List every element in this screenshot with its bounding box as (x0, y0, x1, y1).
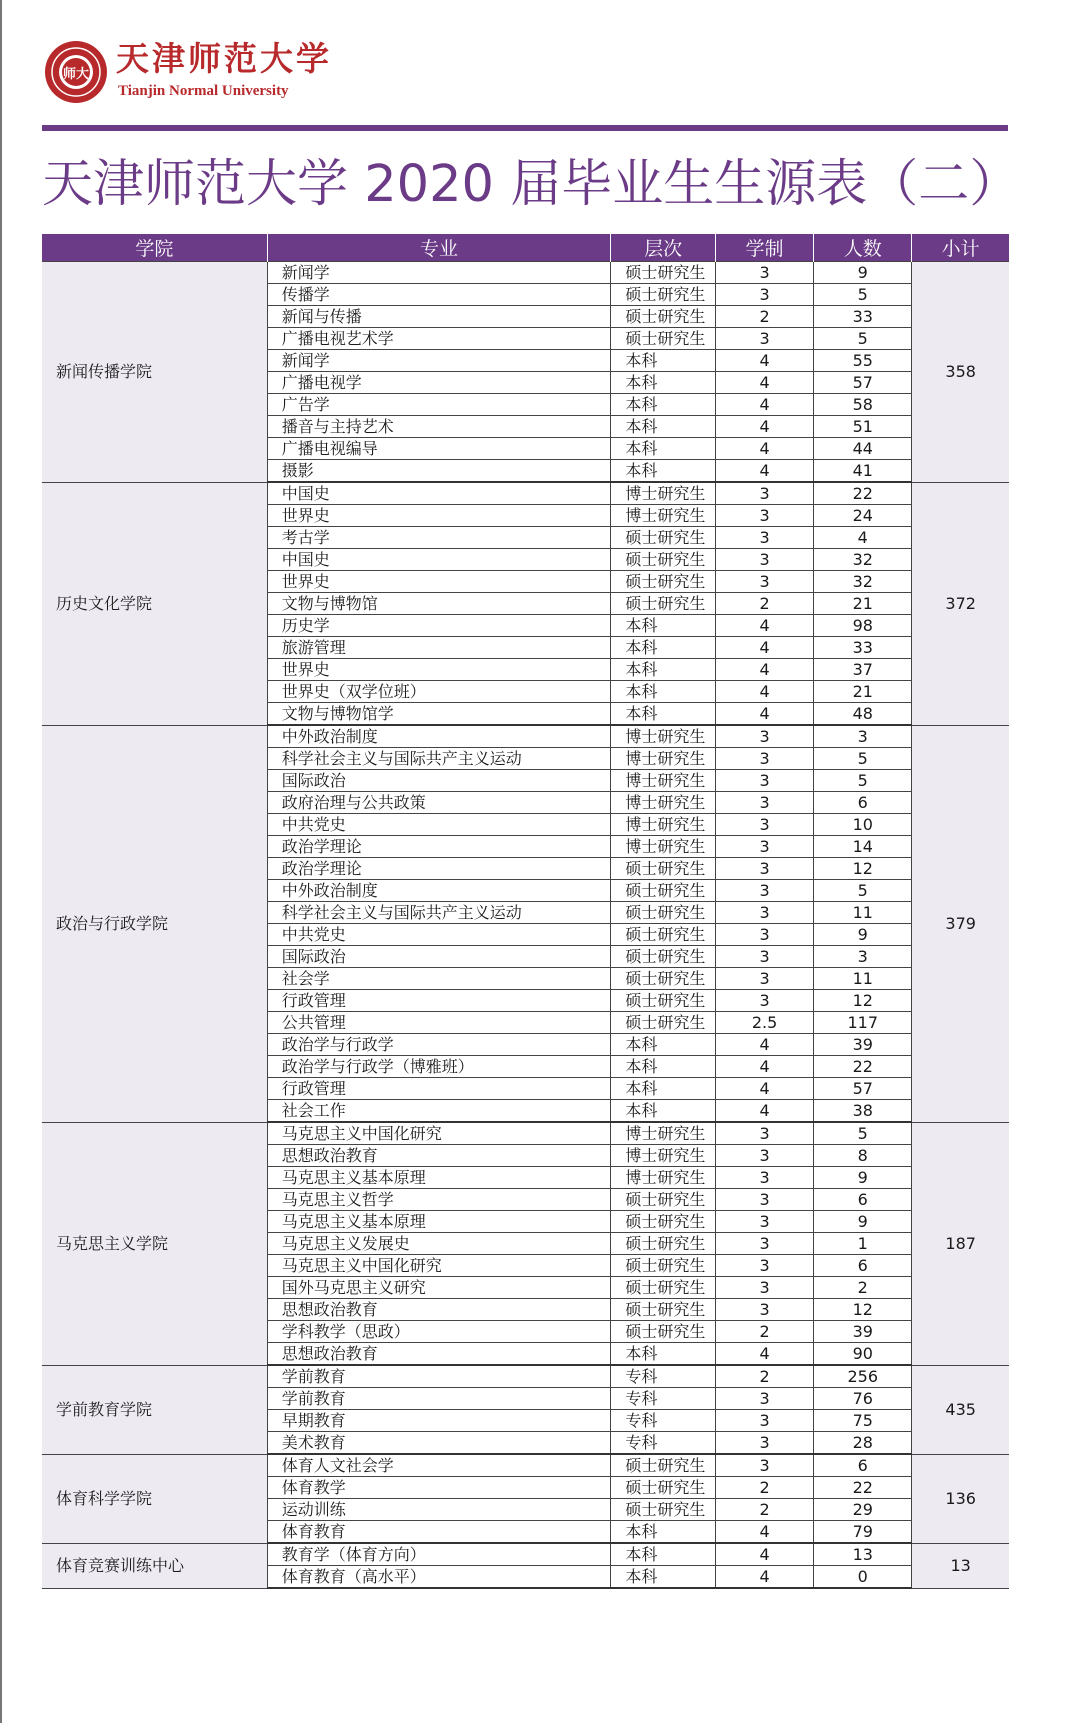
count-cell: 57 (814, 372, 912, 394)
subtotal-cell: 435 (912, 1365, 1009, 1454)
count-cell: 6 (814, 1189, 912, 1211)
table-row (42, 725, 1009, 748)
major-cell: 科学社会主义与国际共产主义运动 (267, 902, 611, 924)
count-cell: 9 (814, 1211, 912, 1233)
major-cell: 体育人文社会学 (267, 1454, 611, 1477)
major-cell: 广播电视学 (267, 372, 611, 394)
count-cell: 32 (814, 571, 912, 593)
major-cell: 马克思主义中国化研究 (267, 1122, 611, 1145)
level-cell: 硕士研究生 (611, 1321, 716, 1343)
major-cell: 学科教学（思政） (267, 1321, 611, 1343)
major-cell: 体育教育 (267, 1521, 611, 1544)
college-cell: 体育竞赛训练中心 (42, 1543, 267, 1588)
count-cell: 33 (814, 306, 912, 328)
college-cell: 体育科学学院 (42, 1454, 267, 1543)
level-cell: 本科 (611, 372, 716, 394)
duration-cell: 3 (715, 527, 813, 549)
duration-cell: 3 (715, 1410, 813, 1432)
level-cell: 本科 (611, 1543, 716, 1566)
count-cell: 51 (814, 416, 912, 438)
level-cell: 硕士研究生 (611, 1255, 716, 1277)
level-cell: 本科 (611, 394, 716, 416)
duration-cell: 2.5 (715, 1012, 813, 1034)
duration-cell: 3 (715, 1122, 813, 1145)
level-cell: 博士研究生 (611, 1145, 716, 1167)
level-cell: 硕士研究生 (611, 880, 716, 902)
level-cell: 硕士研究生 (611, 527, 716, 549)
duration-cell: 4 (715, 416, 813, 438)
col-header-subtotal: 小计 (912, 234, 1009, 262)
count-cell: 24 (814, 505, 912, 527)
duration-cell: 4 (715, 1543, 813, 1566)
count-cell: 41 (814, 460, 912, 483)
col-header-college: 学院 (42, 234, 267, 262)
duration-cell: 4 (715, 1056, 813, 1078)
level-cell: 本科 (611, 1521, 716, 1544)
count-cell: 5 (814, 328, 912, 350)
col-header-major: 专业 (267, 234, 611, 262)
duration-cell: 3 (715, 1233, 813, 1255)
count-cell: 44 (814, 438, 912, 460)
count-cell: 57 (814, 1078, 912, 1100)
college-cell: 历史文化学院 (42, 482, 267, 725)
level-cell: 硕士研究生 (611, 549, 716, 571)
level-cell: 博士研究生 (611, 814, 716, 836)
count-cell: 58 (814, 394, 912, 416)
duration-cell: 4 (715, 659, 813, 681)
level-cell: 专科 (611, 1365, 716, 1388)
major-cell: 马克思主义基本原理 (267, 1211, 611, 1233)
duration-cell: 3 (715, 571, 813, 593)
duration-cell: 3 (715, 1145, 813, 1167)
level-cell: 博士研究生 (611, 770, 716, 792)
major-cell: 社会学 (267, 968, 611, 990)
count-cell: 32 (814, 549, 912, 571)
col-header-level: 层次 (611, 234, 716, 262)
major-cell: 新闻与传播 (267, 306, 611, 328)
major-cell: 摄影 (267, 460, 611, 483)
level-cell: 本科 (611, 703, 716, 726)
level-cell: 硕士研究生 (611, 1012, 716, 1034)
major-cell: 国际政治 (267, 946, 611, 968)
major-cell: 中国史 (267, 549, 611, 571)
level-cell: 博士研究生 (611, 482, 716, 505)
count-cell: 5 (814, 1122, 912, 1145)
level-cell: 硕士研究生 (611, 968, 716, 990)
major-cell: 思想政治教育 (267, 1299, 611, 1321)
count-cell: 6 (814, 1454, 912, 1477)
duration-cell: 3 (715, 990, 813, 1012)
level-cell: 硕士研究生 (611, 990, 716, 1012)
level-cell: 硕士研究生 (611, 924, 716, 946)
count-cell: 55 (814, 350, 912, 372)
level-cell: 硕士研究生 (611, 1233, 716, 1255)
level-cell: 本科 (611, 350, 716, 372)
count-cell: 37 (814, 659, 912, 681)
duration-cell: 4 (715, 637, 813, 659)
major-cell: 政治学与行政学 (267, 1034, 611, 1056)
count-cell: 3 (814, 946, 912, 968)
count-cell: 9 (814, 924, 912, 946)
major-cell: 政治学理论 (267, 858, 611, 880)
duration-cell: 3 (715, 505, 813, 527)
header-divider (42, 125, 1008, 131)
university-seal-icon (44, 40, 108, 104)
count-cell: 9 (814, 262, 912, 284)
level-cell: 博士研究生 (611, 1167, 716, 1189)
level-cell: 本科 (611, 460, 716, 483)
major-cell: 学前教育 (267, 1365, 611, 1388)
duration-cell: 4 (715, 372, 813, 394)
count-cell: 1 (814, 1233, 912, 1255)
level-cell: 硕士研究生 (611, 946, 716, 968)
duration-cell: 4 (715, 438, 813, 460)
level-cell: 专科 (611, 1432, 716, 1455)
major-cell: 教育学（体育方向） (267, 1543, 611, 1566)
count-cell: 5 (814, 880, 912, 902)
count-cell: 38 (814, 1100, 912, 1123)
level-cell: 硕士研究生 (611, 1499, 716, 1521)
table-row (42, 1454, 1009, 1477)
major-cell: 广播电视编导 (267, 438, 611, 460)
frame-edge (0, 0, 2, 1723)
duration-cell: 3 (715, 1167, 813, 1189)
duration-cell: 3 (715, 1189, 813, 1211)
level-cell: 本科 (611, 1078, 716, 1100)
major-cell: 中外政治制度 (267, 725, 611, 748)
count-cell: 29 (814, 1499, 912, 1521)
count-cell: 256 (814, 1365, 912, 1388)
col-header-count: 人数 (814, 234, 912, 262)
level-cell: 博士研究生 (611, 748, 716, 770)
major-cell: 文物与博物馆 (267, 593, 611, 615)
level-cell: 专科 (611, 1410, 716, 1432)
major-cell: 行政管理 (267, 1078, 611, 1100)
major-cell: 新闻学 (267, 350, 611, 372)
seal-text: 师大 (62, 67, 90, 82)
duration-cell: 3 (715, 262, 813, 284)
major-cell: 国际政治 (267, 770, 611, 792)
major-cell: 历史学 (267, 615, 611, 637)
duration-cell: 3 (715, 1255, 813, 1277)
duration-cell: 4 (715, 1343, 813, 1366)
level-cell: 本科 (611, 637, 716, 659)
subtotal-cell: 136 (912, 1454, 1009, 1543)
count-cell: 11 (814, 968, 912, 990)
subtotal-cell: 372 (912, 482, 1009, 725)
table-row (42, 1122, 1009, 1145)
major-cell: 早期教育 (267, 1410, 611, 1432)
duration-cell: 3 (715, 748, 813, 770)
duration-cell: 3 (715, 968, 813, 990)
count-cell: 3 (814, 725, 912, 748)
major-cell: 马克思主义中国化研究 (267, 1255, 611, 1277)
count-cell: 13 (814, 1543, 912, 1566)
duration-cell: 3 (715, 1211, 813, 1233)
count-cell: 22 (814, 482, 912, 505)
major-cell: 世界史 (267, 505, 611, 527)
count-cell: 90 (814, 1343, 912, 1366)
count-cell: 5 (814, 748, 912, 770)
level-cell: 硕士研究生 (611, 593, 716, 615)
level-cell: 博士研究生 (611, 792, 716, 814)
duration-cell: 4 (715, 1566, 813, 1589)
level-cell: 本科 (611, 1056, 716, 1078)
count-cell: 11 (814, 902, 912, 924)
level-cell: 硕士研究生 (611, 571, 716, 593)
table-row (42, 1543, 1009, 1566)
count-cell: 12 (814, 1299, 912, 1321)
duration-cell: 4 (715, 615, 813, 637)
duration-cell: 2 (715, 1499, 813, 1521)
duration-cell: 3 (715, 880, 813, 902)
page-title: 天津师范大学 2020 届毕业生生源表（二） (42, 155, 1021, 214)
major-cell: 体育教育（高水平） (267, 1566, 611, 1589)
count-cell: 0 (814, 1566, 912, 1589)
major-cell: 学前教育 (267, 1388, 611, 1410)
logo-name-en: Tianjin Normal University (118, 83, 289, 99)
major-cell: 思想政治教育 (267, 1145, 611, 1167)
level-cell: 硕士研究生 (611, 1454, 716, 1477)
count-cell: 21 (814, 593, 912, 615)
level-cell: 硕士研究生 (611, 902, 716, 924)
duration-cell: 3 (715, 902, 813, 924)
college-cell: 新闻传播学院 (42, 262, 267, 483)
level-cell: 硕士研究生 (611, 1299, 716, 1321)
duration-cell: 3 (715, 482, 813, 505)
count-cell: 5 (814, 284, 912, 306)
level-cell: 硕士研究生 (611, 262, 716, 284)
logo-name-cn: 天津师范大学 (116, 39, 332, 78)
count-cell: 22 (814, 1056, 912, 1078)
count-cell: 39 (814, 1321, 912, 1343)
count-cell: 12 (814, 990, 912, 1012)
major-cell: 马克思主义哲学 (267, 1189, 611, 1211)
duration-cell: 4 (715, 1521, 813, 1544)
table-row (42, 1365, 1009, 1388)
table-header-row (42, 234, 1009, 262)
major-cell: 旅游管理 (267, 637, 611, 659)
subtotal-cell: 358 (912, 262, 1009, 483)
level-cell: 博士研究生 (611, 836, 716, 858)
college-cell: 马克思主义学院 (42, 1122, 267, 1365)
count-cell: 39 (814, 1034, 912, 1056)
major-cell: 世界史 (267, 571, 611, 593)
major-cell: 中共党史 (267, 814, 611, 836)
subtotal-cell: 187 (912, 1122, 1009, 1365)
count-cell: 28 (814, 1432, 912, 1455)
major-cell: 美术教育 (267, 1432, 611, 1455)
count-cell: 5 (814, 770, 912, 792)
major-cell: 运动训练 (267, 1499, 611, 1521)
major-cell: 马克思主义发展史 (267, 1233, 611, 1255)
duration-cell: 3 (715, 1277, 813, 1299)
subtotal-cell: 379 (912, 725, 1009, 1122)
duration-cell: 2 (715, 1365, 813, 1388)
count-cell: 4 (814, 527, 912, 549)
table-row (42, 262, 1009, 284)
duration-cell: 2 (715, 1477, 813, 1499)
level-cell: 本科 (611, 1566, 716, 1589)
count-cell: 14 (814, 836, 912, 858)
count-cell: 9 (814, 1167, 912, 1189)
count-cell: 75 (814, 1410, 912, 1432)
major-cell: 科学社会主义与国际共产主义运动 (267, 748, 611, 770)
major-cell: 新闻学 (267, 262, 611, 284)
level-cell: 硕士研究生 (611, 1189, 716, 1211)
count-cell: 6 (814, 1255, 912, 1277)
level-cell: 博士研究生 (611, 725, 716, 748)
duration-cell: 4 (715, 1100, 813, 1123)
major-cell: 传播学 (267, 284, 611, 306)
count-cell: 98 (814, 615, 912, 637)
college-cell: 学前教育学院 (42, 1365, 267, 1454)
major-cell: 国外马克思主义研究 (267, 1277, 611, 1299)
duration-cell: 4 (715, 1078, 813, 1100)
duration-cell: 3 (715, 770, 813, 792)
major-cell: 中国史 (267, 482, 611, 505)
duration-cell: 4 (715, 703, 813, 726)
major-cell: 中外政治制度 (267, 880, 611, 902)
college-cell: 政治与行政学院 (42, 725, 267, 1122)
major-cell: 考古学 (267, 527, 611, 549)
level-cell: 硕士研究生 (611, 858, 716, 880)
duration-cell: 4 (715, 681, 813, 703)
major-cell: 播音与主持艺术 (267, 416, 611, 438)
major-cell: 中共党史 (267, 924, 611, 946)
count-cell: 22 (814, 1477, 912, 1499)
count-cell: 79 (814, 1521, 912, 1544)
major-cell: 世界史（双学位班） (267, 681, 611, 703)
level-cell: 硕士研究生 (611, 306, 716, 328)
major-cell: 文物与博物馆学 (267, 703, 611, 726)
col-header-duration: 学制 (715, 234, 813, 262)
duration-cell: 4 (715, 394, 813, 416)
level-cell: 硕士研究生 (611, 328, 716, 350)
duration-cell: 3 (715, 1432, 813, 1455)
major-cell: 体育教学 (267, 1477, 611, 1499)
duration-cell: 3 (715, 836, 813, 858)
level-cell: 硕士研究生 (611, 284, 716, 306)
level-cell: 本科 (611, 416, 716, 438)
graduate-source-table (42, 234, 1009, 1589)
major-cell: 马克思主义基本原理 (267, 1167, 611, 1189)
count-cell: 8 (814, 1145, 912, 1167)
major-cell: 思想政治教育 (267, 1343, 611, 1366)
duration-cell: 3 (715, 284, 813, 306)
level-cell: 本科 (611, 681, 716, 703)
duration-cell: 3 (715, 549, 813, 571)
major-cell: 世界史 (267, 659, 611, 681)
count-cell: 48 (814, 703, 912, 726)
major-cell: 政治学理论 (267, 836, 611, 858)
duration-cell: 3 (715, 814, 813, 836)
major-cell: 行政管理 (267, 990, 611, 1012)
level-cell: 硕士研究生 (611, 1477, 716, 1499)
table-row (42, 482, 1009, 505)
level-cell: 本科 (611, 615, 716, 637)
duration-cell: 3 (715, 328, 813, 350)
level-cell: 本科 (611, 1100, 716, 1123)
level-cell: 博士研究生 (611, 1122, 716, 1145)
count-cell: 2 (814, 1277, 912, 1299)
duration-cell: 2 (715, 306, 813, 328)
count-cell: 76 (814, 1388, 912, 1410)
major-cell: 社会工作 (267, 1100, 611, 1123)
count-cell: 33 (814, 637, 912, 659)
duration-cell: 3 (715, 1388, 813, 1410)
count-cell: 117 (814, 1012, 912, 1034)
count-cell: 10 (814, 814, 912, 836)
level-cell: 硕士研究生 (611, 1277, 716, 1299)
major-cell: 广播电视艺术学 (267, 328, 611, 350)
duration-cell: 3 (715, 792, 813, 814)
count-cell: 21 (814, 681, 912, 703)
level-cell: 硕士研究生 (611, 1211, 716, 1233)
level-cell: 博士研究生 (611, 505, 716, 527)
major-cell: 公共管理 (267, 1012, 611, 1034)
level-cell: 专科 (611, 1388, 716, 1410)
duration-cell: 3 (715, 946, 813, 968)
level-cell: 本科 (611, 1034, 716, 1056)
duration-cell: 3 (715, 924, 813, 946)
level-cell: 本科 (611, 659, 716, 681)
level-cell: 本科 (611, 438, 716, 460)
subtotal-cell: 13 (912, 1543, 1009, 1588)
count-cell: 6 (814, 792, 912, 814)
duration-cell: 2 (715, 593, 813, 615)
major-cell: 广告学 (267, 394, 611, 416)
table-body (42, 262, 1009, 1589)
duration-cell: 3 (715, 1454, 813, 1477)
duration-cell: 4 (715, 460, 813, 483)
major-cell: 政治学与行政学（博雅班） (267, 1056, 611, 1078)
count-cell: 12 (814, 858, 912, 880)
duration-cell: 3 (715, 725, 813, 748)
duration-cell: 3 (715, 1299, 813, 1321)
level-cell: 本科 (611, 1343, 716, 1366)
duration-cell: 4 (715, 1034, 813, 1056)
major-cell: 政府治理与公共政策 (267, 792, 611, 814)
duration-cell: 4 (715, 350, 813, 372)
duration-cell: 2 (715, 1321, 813, 1343)
duration-cell: 3 (715, 858, 813, 880)
